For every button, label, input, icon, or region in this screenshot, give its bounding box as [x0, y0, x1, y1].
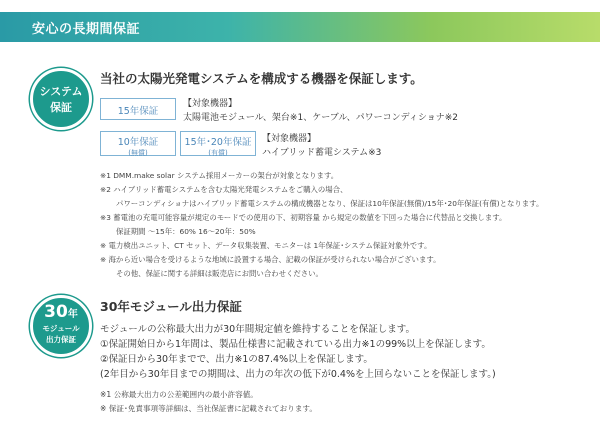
note-line: 保証期間 〜15年：60% 16〜20年：50% — [116, 227, 256, 236]
note-line: ※2 ハイブリッド蓄電システムを含む太陽光発電システムをご購入の場合、 — [100, 185, 348, 194]
warranty-15-20yr-box — [180, 131, 256, 156]
badge-years-unit: 年 — [67, 309, 78, 320]
target-equipment-title-2: 【対象機器】 — [262, 134, 317, 144]
badge-years — [33, 303, 89, 324]
badge-line2: 出力保証 — [46, 335, 76, 344]
note-line: パワーコンディショナはハイブリッド蓄電システムの構成機器となり、保証は10年保証(無償)/15年･20年保証(有償)となります。 — [116, 199, 544, 208]
badge-line1: システム — [39, 85, 83, 98]
box-sub: (有償) — [208, 149, 228, 157]
warranty-15yr-box — [100, 98, 176, 120]
body-line: ②保証日から30年までで、出力※1の87.4%以上を保証します。 — [100, 354, 373, 365]
note-line: ※1 公称最大出力の公差範囲内の最小許容値。 — [100, 390, 258, 399]
badge-line2: 保証 — [50, 101, 72, 114]
badge-years-number: 30 — [44, 302, 68, 322]
system-warranty-badge — [30, 68, 92, 130]
box-label: 10年保証 — [117, 137, 159, 148]
note-line: ※1 DMM.make solar システム採用メーカーの架台が対象となります。 — [100, 171, 339, 180]
warranty-10yr-box — [100, 131, 176, 156]
body-line: モジュールの公称最大出力が30年間規定値を維持することを保証します。 — [100, 324, 415, 335]
body-line: (2年目から30年目までの期間は、出力の年次の低下が0.4%を上回らないことを保証します。) — [100, 369, 496, 380]
note-line: ※ 保証･免責事項等詳細は、当社保証書に記載されております。 — [100, 404, 317, 413]
note-line: その他、保証に関する詳細は販売店にお問い合わせください。 — [116, 269, 323, 278]
note-line: ※ 電力検出ユニット、CT セット、データ収集装置、モニターは 1年保証･システム保証対象外です。 — [100, 241, 432, 250]
target-equipment-title: 【対象機器】 — [183, 99, 238, 109]
body-line: ①保証開始日から1年間は、製品仕様書に記載されている出力※1の99%以上を保証します。 — [100, 339, 491, 350]
module-output-warranty-badge — [30, 295, 92, 357]
target-equipment-items: 太陽電池モジュール、架台※1、ケーブル、パワーコンディショナ※2 — [183, 113, 459, 123]
badge-line1: モジュール — [42, 324, 80, 333]
box-sub: (無償) — [128, 149, 148, 157]
note-line: ※ 海から近い場合を受けるような地域に設置する場合、記載の保証が受けられない場合がございます。 — [100, 255, 441, 264]
target-equipment-items-2: ハイブリッド蓄電システム※3 — [262, 148, 382, 158]
section-header-bar — [0, 12, 600, 42]
note-line: ※3 蓄電池の充電可能容量が規定のモードでの使用の下、初期容量 から規定の数値を下回った場合に代替品と交換します。 — [100, 213, 507, 222]
box-label: 15年･20年保証 — [184, 137, 252, 148]
section-title: 安心の長期間保証 — [32, 22, 141, 37]
box-label: 15年保証 — [117, 106, 159, 117]
system-warranty-heading: 当社の太陽光発電システムを構成する機器を保証します。 — [100, 71, 423, 86]
module-output-heading: 30年モジュール出力保証 — [100, 299, 242, 314]
